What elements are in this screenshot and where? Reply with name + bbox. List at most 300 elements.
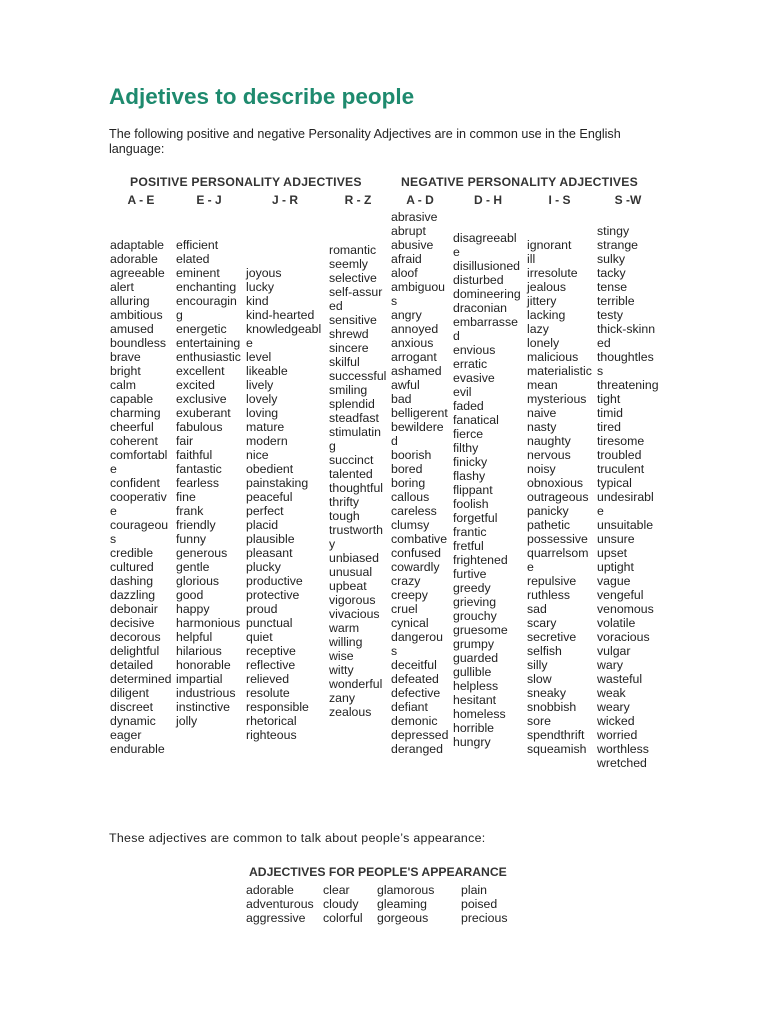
adjective: homeless [453, 707, 506, 721]
adjective: panicky [527, 504, 569, 518]
adjective: defective [391, 686, 441, 700]
adjective: glorious [176, 574, 220, 588]
column-heading-i-s: I - S [548, 193, 571, 207]
adjective: cooperative [110, 490, 167, 518]
adjective: materialistic [527, 364, 592, 378]
adjective: quiet [246, 630, 273, 644]
adjective: silly [527, 658, 548, 672]
adjective: horrible [453, 721, 495, 735]
adjective: worried [597, 728, 638, 742]
adjective: eminent [176, 266, 220, 280]
adjective: afraid [391, 252, 422, 266]
appearance-list-4 [461, 883, 507, 925]
adjective: troubled [597, 448, 642, 462]
adjective: selfish [527, 644, 562, 658]
adjective: erratic [453, 357, 488, 371]
adjective: encouraging [176, 294, 237, 322]
adjective: sulky [597, 252, 626, 266]
adjective: lonely [527, 336, 560, 350]
adjective: romantic [329, 243, 377, 257]
adjective: defiant [391, 700, 428, 714]
adjective: sore [527, 714, 551, 728]
adjective: tense [597, 280, 628, 294]
adjective: pleasant [246, 546, 293, 560]
adjective: wretched [597, 756, 647, 770]
adjective: resolute [246, 686, 290, 700]
column-heading-a-d: A - D [406, 193, 434, 207]
adjective: elated [176, 252, 210, 266]
adjective: fretful [453, 539, 484, 553]
adjective: cultured [110, 560, 154, 574]
adjective: upset [597, 546, 628, 560]
adjective: reflective [246, 658, 296, 672]
adjective: lively [246, 378, 274, 392]
adjective: lazy [527, 322, 549, 336]
adjective: tired [597, 420, 621, 434]
adjective: finicky [453, 455, 488, 469]
adjective: grouchy [453, 609, 497, 623]
adjective: wicked [597, 714, 635, 728]
adjective: jolly [176, 714, 198, 728]
adjective: annoyed [391, 322, 439, 336]
adjective: instinctive [176, 700, 230, 714]
adjective: lucky [246, 280, 275, 294]
adjective: gullible [453, 665, 492, 679]
adjective: sensitive [329, 313, 377, 327]
adjective: gentle [176, 560, 210, 574]
adjective: impartial [176, 672, 223, 686]
appearance-adjective: clear [323, 883, 350, 897]
adjective: fantastic [176, 462, 222, 476]
adjective: frank [176, 504, 204, 518]
adjective: confused [391, 546, 441, 560]
adjective: calm [110, 378, 136, 392]
adjective: confident [110, 476, 160, 490]
adjective: enthusiastic [176, 350, 241, 364]
adjective: successful [329, 369, 387, 383]
adjective: rhetorical [246, 714, 297, 728]
adjective: agreeable [110, 266, 165, 280]
adjective: disturbed [453, 273, 504, 287]
adjective: succinct [329, 453, 374, 467]
adjective-list-s-w [597, 224, 659, 770]
appearance-adjective: precious [461, 911, 508, 925]
adjective: typical [597, 476, 632, 490]
adjective: unsuitable [597, 518, 654, 532]
adjective: diligent [110, 686, 149, 700]
adjective: likeable [246, 364, 288, 378]
adjective: charming [110, 406, 161, 420]
adjective: uptight [597, 560, 634, 574]
adjective: sad [527, 602, 547, 616]
adjective: boundless [110, 336, 167, 350]
appearance-list-1 [246, 883, 314, 925]
adjective: frantic [453, 525, 487, 539]
adjective: snobbish [527, 700, 577, 714]
adjective: harmonious [176, 616, 241, 630]
adjective: mean [527, 378, 558, 392]
adjective: steadfast [329, 411, 379, 425]
adjective: self-assured [329, 285, 383, 313]
adjective: mature [246, 420, 285, 434]
appearance-adjective: adventurous [246, 897, 314, 911]
adjective: dynamic [110, 714, 156, 728]
adjective: crazy [391, 574, 421, 588]
adjective: funny [176, 532, 207, 546]
negative-adjectives-heading: NEGATIVE PERSONALITY ADJECTIVES [401, 175, 638, 189]
adjective: brave [110, 350, 141, 364]
adjective: selective [329, 271, 377, 285]
adjective: adorable [110, 252, 158, 266]
adjective: truculent [597, 462, 645, 476]
adjective: plucky [246, 560, 281, 574]
adjective: skilful [329, 355, 360, 369]
adjective: adaptable [110, 238, 165, 252]
adjective: righteous [246, 728, 297, 742]
adjective: sincere [329, 341, 369, 355]
adjective: decorous [110, 630, 161, 644]
adjective: evasive [453, 371, 495, 385]
adjective: responsible [246, 700, 309, 714]
adjective: stingy [597, 224, 630, 238]
adjective: generous [176, 546, 228, 560]
adjective: tacky [597, 266, 626, 280]
adjective: jittery [527, 294, 557, 308]
adjective: capable [110, 392, 154, 406]
adjective: anxious [391, 336, 434, 350]
adjective: excited [176, 378, 215, 392]
appearance-adjective: poised [461, 897, 498, 911]
adjective: unsure [597, 532, 635, 546]
adjective: stimulating [329, 425, 381, 453]
adjective: dazzling [110, 588, 156, 602]
adjective: repulsive [527, 574, 577, 588]
adjective: ill [527, 252, 536, 266]
adjective: nice [246, 448, 269, 462]
adjective: careless [391, 504, 437, 518]
adjective: discreet [110, 700, 154, 714]
adjective: faded [453, 399, 484, 413]
adjective: arrogant [391, 350, 437, 364]
adjective: happy [176, 602, 210, 616]
adjective: ambiguous [391, 280, 446, 308]
adjective: deranged [391, 742, 443, 756]
adjective: ignorant [527, 238, 572, 252]
adjective: volatile [597, 616, 636, 630]
positive-adjectives-heading: POSITIVE PERSONALITY ADJECTIVES [130, 175, 362, 189]
adjective: lovely [246, 392, 278, 406]
adjective: protective [246, 588, 300, 602]
column-heading-s-w: S -W [614, 193, 642, 207]
adjective: deceitful [391, 658, 437, 672]
adjective: testy [597, 308, 623, 322]
adjective-list-a-d [391, 210, 449, 756]
adjective: amused [110, 322, 154, 336]
adjective: nervous [527, 448, 571, 462]
adjective: venomous [597, 602, 654, 616]
adjective: scary [527, 616, 557, 630]
adjective: thrifty [329, 495, 360, 509]
adjective: cowardly [391, 560, 440, 574]
appearance-adjective: adorable [246, 883, 294, 897]
adjective: fair [176, 434, 194, 448]
page-title: Adjetives to describe people [109, 84, 415, 109]
adjective: detailed [110, 658, 154, 672]
column-heading-a-e: A - E [127, 193, 155, 207]
adjective: terrible [597, 294, 635, 308]
adjective: obnoxious [527, 476, 584, 490]
adjective: decisive [110, 616, 155, 630]
adjective: unusual [329, 565, 373, 579]
adjective: zealous [329, 705, 372, 719]
adjective: wise [329, 649, 354, 663]
adjective: nasty [527, 420, 557, 434]
adjective: combative [391, 532, 448, 546]
adjective: frightened [453, 553, 508, 567]
adjective: ambitious [110, 308, 163, 322]
adjective: timid [597, 406, 623, 420]
adjective: lacking [527, 308, 566, 322]
adjective: creepy [391, 588, 428, 602]
adjective: fanatical [453, 413, 499, 427]
adjective: trustworthy [329, 523, 383, 551]
adjective: fearless [176, 476, 220, 490]
adjective: ruthless [527, 588, 571, 602]
adjective: placid [246, 518, 279, 532]
adjective: tough [329, 509, 360, 523]
adjective: dangerous [391, 630, 443, 658]
column-heading-j-r: J - R [271, 193, 298, 207]
adjective: relieved [246, 672, 290, 686]
adjective: noisy [527, 462, 556, 476]
adjective: awful [391, 378, 420, 392]
adjective: comfortable [110, 448, 168, 476]
adjective: clumsy [391, 518, 430, 532]
adjective: embarrassed [453, 315, 518, 343]
adjective: faithful [176, 448, 213, 462]
adjective: domineering [453, 287, 521, 301]
adjective: ashamed [391, 364, 442, 378]
adjective: belligerent [391, 406, 448, 420]
adjective: weak [597, 686, 626, 700]
adjective: thoughtful [329, 481, 384, 495]
column-heading-r-z: R - Z [344, 193, 372, 207]
adjective: vigorous [329, 593, 376, 607]
adjective: demonic [391, 714, 438, 728]
adjective: draconian [453, 301, 508, 315]
adjective: shrewd [329, 327, 369, 341]
adjective: productive [246, 574, 303, 588]
adjective: foolish [453, 497, 489, 511]
adjective: defeated [391, 672, 439, 686]
adjective: exclusive [176, 392, 227, 406]
adjective: vivacious [329, 607, 380, 621]
adjective: alert [110, 280, 134, 294]
adjective-list-a-e [110, 238, 172, 756]
adjective: enchanting [176, 280, 237, 294]
adjective: debonair [110, 602, 158, 616]
adjective: bewildered [391, 420, 444, 448]
adjective: tiresome [597, 434, 645, 448]
adjective: wary [597, 658, 623, 672]
adjective: hesitant [453, 693, 497, 707]
adjective: industrious [176, 686, 236, 700]
adjective: flippant [453, 483, 493, 497]
adjective: secretive [527, 630, 577, 644]
adjective: knowledgeable [246, 322, 322, 350]
appearance-adjective: gleaming [377, 897, 427, 911]
appearance-adjective: gorgeous [377, 911, 429, 925]
adjective: guarded [453, 651, 499, 665]
adjective: abusive [391, 238, 434, 252]
adjective: cynical [391, 616, 429, 630]
adjective: zany [329, 691, 355, 705]
adjective: honorable [176, 658, 231, 672]
adjective: fine [176, 490, 196, 504]
adjective: witty [329, 663, 354, 677]
appearance-adjective: colorful [323, 911, 363, 925]
adjective: malicious [527, 350, 579, 364]
adjective: helpless [453, 679, 499, 693]
adjective: courageous [110, 518, 169, 546]
adjective: filthy [453, 441, 479, 455]
adjective: exuberant [176, 406, 231, 420]
adjective: cruel [391, 602, 418, 616]
adjective: voracious [597, 630, 650, 644]
adjective: forgetful [453, 511, 498, 525]
adjective: peaceful [246, 490, 293, 504]
adjective: obedient [246, 462, 294, 476]
adjective: grieving [453, 595, 497, 609]
adjective: excellent [176, 364, 225, 378]
adjective: thoughtless [597, 350, 654, 378]
adjective: thick-skinned [597, 322, 656, 350]
adjective: unbiased [329, 551, 379, 565]
appearance-intro: These adjectives are common to talk about people’s appearance: [109, 831, 486, 845]
adjective: fierce [453, 427, 484, 441]
adjective: perfect [246, 504, 284, 518]
adjective: vulgar [597, 644, 631, 658]
adjective: determined [110, 672, 172, 686]
adjective: upbeat [329, 579, 367, 593]
adjective: splendid [329, 397, 375, 411]
adjective: proud [246, 602, 278, 616]
adjective: modern [246, 434, 288, 448]
adjective: efficient [176, 238, 219, 252]
appearance-list-2 [323, 883, 363, 925]
column-heading-e-j: E - J [196, 193, 222, 207]
adjective: wasteful [597, 672, 643, 686]
adjective: eager [110, 728, 142, 742]
adjective: kind-hearted [246, 308, 315, 322]
adjective: spendthrift [527, 728, 585, 742]
adjective: coherent [110, 434, 158, 448]
adjective: delightful [110, 644, 160, 658]
adjective: bright [110, 364, 141, 378]
adjective: helpful [176, 630, 213, 644]
adjective: seemly [329, 257, 368, 271]
adjective: tight [597, 392, 621, 406]
adjective: furtive [453, 567, 487, 581]
adjective-list-e-j [176, 238, 242, 728]
appearance-adjective: plain [461, 883, 487, 897]
adjective: painstaking [246, 476, 309, 490]
adjective: punctual [246, 616, 293, 630]
adjective: good [176, 588, 204, 602]
adjective: callous [391, 490, 430, 504]
adjective: evil [453, 385, 472, 399]
adjective: wonderful [329, 677, 383, 691]
column-heading-d-h: D - H [474, 193, 502, 207]
adjective: angry [391, 308, 422, 322]
adjective-list-j-r [246, 266, 324, 742]
appearance-adjective: cloudy [323, 897, 359, 911]
adjective: willing [329, 635, 363, 649]
adjective: naive [527, 406, 557, 420]
adjective: threatening [597, 378, 659, 392]
adjective: jealous [527, 280, 566, 294]
adjective: alluring [110, 294, 150, 308]
adjective: quarrelsome [527, 546, 589, 574]
adjective: boorish [391, 448, 432, 462]
adjective: energetic [176, 322, 227, 336]
adjective: worthless [597, 742, 649, 756]
appearance-list-3 [377, 883, 434, 925]
adjective: possessive [527, 532, 588, 546]
adjective: bad [391, 392, 412, 406]
adjective: bored [391, 462, 423, 476]
adjective: disagreeable [453, 231, 517, 259]
adjective: credible [110, 546, 154, 560]
adjective: grumpy [453, 637, 495, 651]
adjective: plausible [246, 532, 295, 546]
adjective: level [246, 350, 272, 364]
adjective: dashing [110, 574, 154, 588]
adjective: pathetic [527, 518, 571, 532]
adjective: aloof [391, 266, 418, 280]
appearance-heading: ADJECTIVES FOR PEOPLE'S APPEARANCE [249, 865, 507, 879]
adjective: cheerful [110, 420, 154, 434]
adjective: vengeful [597, 588, 644, 602]
adjective: outrageous [527, 490, 589, 504]
adjective: naughty [527, 434, 571, 448]
adjective: endurable [110, 742, 165, 756]
intro-paragraph: The following positive and negative Personality Adjectives are in common use in the English language: [109, 127, 621, 156]
adjective: disillusioned [453, 259, 520, 273]
adjective: joyous [246, 266, 282, 280]
adjective: receptive [246, 644, 296, 658]
adjective: flashy [453, 469, 486, 483]
adjective: depressed [391, 728, 449, 742]
adjective: vague [597, 574, 631, 588]
adjective: smiling [329, 383, 368, 397]
adjective: envious [453, 343, 496, 357]
adjective: warm [329, 621, 360, 635]
adjective: undesirable [597, 490, 654, 518]
adjective: hilarious [176, 644, 222, 658]
adjective: sneaky [527, 686, 566, 700]
adjective: fabulous [176, 420, 223, 434]
adjective-list-r-z [329, 243, 387, 719]
adjective: hungry [453, 735, 491, 749]
adjective: strange [597, 238, 639, 252]
adjective: slow [527, 672, 552, 686]
adjective: squeamish [527, 742, 587, 756]
adjective: weary [597, 700, 630, 714]
adjective: friendly [176, 518, 216, 532]
appearance-adjective: aggressive [246, 911, 306, 925]
adjective: entertaining [176, 336, 241, 350]
